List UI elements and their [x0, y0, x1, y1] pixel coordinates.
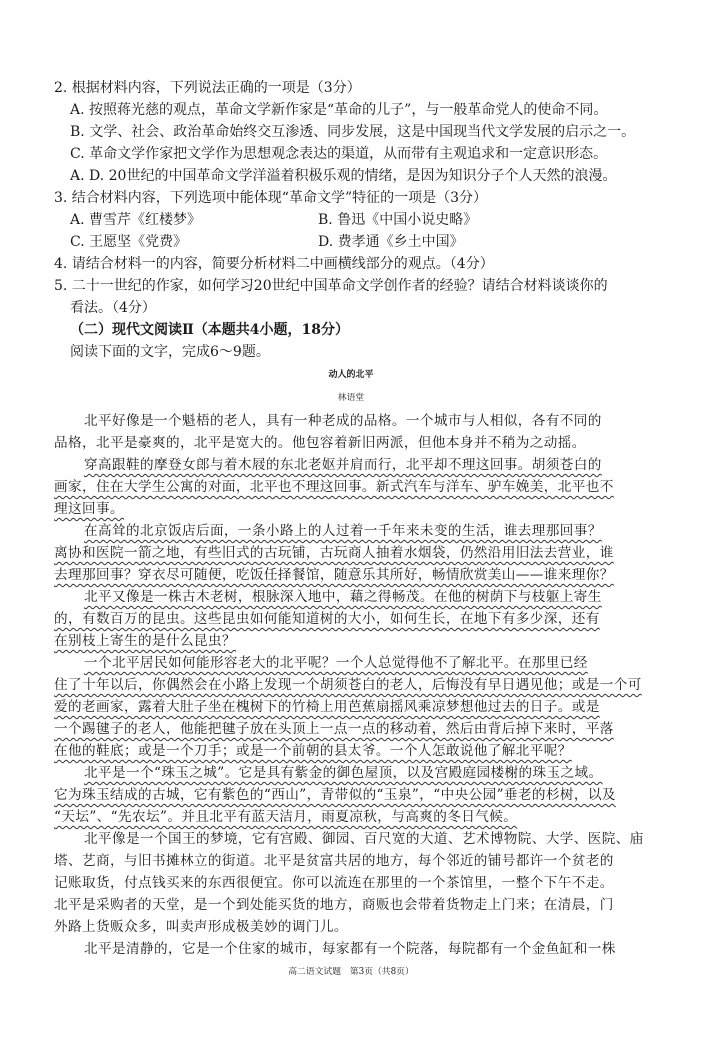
question-3-option-d: D. 费孝通《乡土中国》: [318, 234, 464, 250]
question-3-option-a: A. 曹雪芹《红楼梦》: [70, 212, 202, 228]
article-line: “天坛”、“先农坛”。并且北平有蓝天洁月，雨夏凉秋，与高爽的冬日气候。: [54, 809, 518, 825]
question-2-option-a: A. 按照蒋光慈的观点，革命文学新作家是“革命的儿子”，与一般革命党人的使命不同。: [70, 102, 608, 118]
article-line: 爱的老画家，露着大肚子坐在槐树下的竹椅上用芭蕉扇摇风乘凉梦想他过去的日子。或是: [54, 699, 600, 715]
question-2-stem: 2. 根据材料内容，下列说法正确的一项是（3分）: [54, 80, 361, 96]
article-line: 在他的鞋底；或是一个刀手；或是一个前朝的县太爷。一个人怎敢说他了解北平呢？: [54, 743, 572, 759]
article-line: 外路上货贩众多，叫卖声形成极美妙的调门儿。: [54, 919, 348, 935]
article-line: 理这回事。: [54, 501, 124, 517]
question-3-stem: 3. 结合材料内容，下列选项中能体现“革命文学”特征的一项是（3分）: [54, 190, 488, 206]
article-line: 去理那回事？穿衣尽可随便，吃饭任择餐馆，随意乐其所好，畅情欣赏美山——谁来理你？: [54, 567, 614, 583]
article-line: 离协和医院一箭之地，有些旧式的古玩铺，古玩商人抽着水烟袋，仍然沿用旧法去营业，谁: [54, 545, 614, 561]
question-2-option-b: B. 文学、社会、政治革命始终交互渗透、同步发展，这是中国现当代文学发展的启示之一。: [70, 124, 636, 140]
section-instruction: 阅读下面的文字，完成6～9题。: [70, 344, 270, 360]
article-line: 塔、艺商，与旧书摊林立的街道。北平是贫富共居的地方，每个邻近的铺号都许一个贫老的: [54, 853, 614, 869]
article-line: 一个北平居民如何能形容老大的北平呢？一个人总觉得他不了解北平。在那里已经: [84, 655, 588, 671]
article-line: 住了十年以后，你偶然会在小路上发现一个胡须苍白的老人，后悔没有早日遇见他；或是一个可: [54, 677, 642, 693]
article-line: 北平又像是一株古木老树，根脉深入地中，藉之得畅茂。在他的树荫下与枝躯上寄生: [84, 589, 602, 605]
article-line: 北平是采购者的天堂，是一个到处能买货的地方，商贩也会带着货物走上门来；在清晨，门: [54, 897, 614, 913]
article-line: 它为珠玉结成的古城，它有紫色的“西山”，青带似的“玉泉”，“中央公园”垂老的杉树，以及: [54, 787, 616, 803]
article-line: 品格，北平是豪爽的，北平是宽大的。他包容着新旧两派，但他本身并不稍为之动摇。: [54, 435, 586, 451]
section-heading: （二）现代文阅读Ⅱ（本题共4小题，18分）: [70, 322, 350, 338]
article-line: 北平像是一个国王的梦境，它有宫殿、御园、百尺宽的大道、艺术博物院、大学、医院、庙: [84, 831, 644, 847]
question-5-line-2: 看法。（4分）: [70, 300, 156, 316]
article-line: 一个踢毽子的老人，他能把毽子放在头顶上一点一点的移动着，然后由背后掉下来时，平落: [54, 721, 614, 737]
article-line: 穿高跟鞋的摩登女郎与着木屐的东北老妪并肩而行，北平却不理这回事。胡须苍白的: [84, 457, 602, 473]
article-line: 北平好像是一个魁梧的老人，具有一种老成的品格。一个城市与人相似，各有不同的: [84, 413, 602, 429]
page-footer: 高二语文试题 第3页（共8页）: [288, 967, 414, 977]
article-line: 北平是清静的，它是一个住家的城市，每家都有一个院落，每院都有一个金鱼缸和一株: [84, 941, 616, 957]
article-line: 的，有数百万的昆虫。这些昆虫如何能知道树的大小，如何生长，在地下有多少深，还有: [54, 611, 600, 627]
article-line: 北平是一个“珠玉之城”。它是具有紫金的御色屋顶，以及宫殿庭园楼榭的珠玉之域。: [84, 765, 603, 781]
question-2-option-c: C. 革命文学作家把文学作为思想观念表达的渠道，从而带有主观追求和一定意识形态。: [70, 146, 608, 162]
article-title: 动人的北平: [328, 370, 374, 380]
question-3-option-b: B. 鲁迅《中国小说史略》: [318, 212, 478, 228]
article-line: 在别枝上寄生的是什么昆虫？: [54, 633, 236, 649]
article-line: 画家，住在大学生公寓的对面，北平也不理这回事。新式汽车与洋车、驴车娩美，北平也不: [54, 479, 614, 495]
article-author: 林语堂: [337, 393, 365, 403]
question-3-option-c: C. 王愿坚《党费》: [70, 234, 188, 250]
question-4: 4. 请结合材料一的内容，简要分析材料二中画横线部分的观点。（4分）: [54, 256, 494, 272]
question-5-line-1: 5. 二十一世纪的作家，如何学习20世纪中国革命文学创作者的经验？请结合材料谈谈你的: [54, 278, 608, 294]
article-line: 记账取货，付点钱买来的东西很便宜。你可以流连在那里的一个茶馆里，一整个下午不走。: [54, 875, 614, 891]
question-2-option-d: A. D. 20世纪的中国革命文学洋溢着积极乐观的情绪，是因为知识分子个人天然的浪漫。: [70, 168, 617, 184]
article-line: 在高耸的北京饭店后面，一条小路上的人过着一千年来未变的生活，谁去理那回事？: [84, 523, 602, 539]
